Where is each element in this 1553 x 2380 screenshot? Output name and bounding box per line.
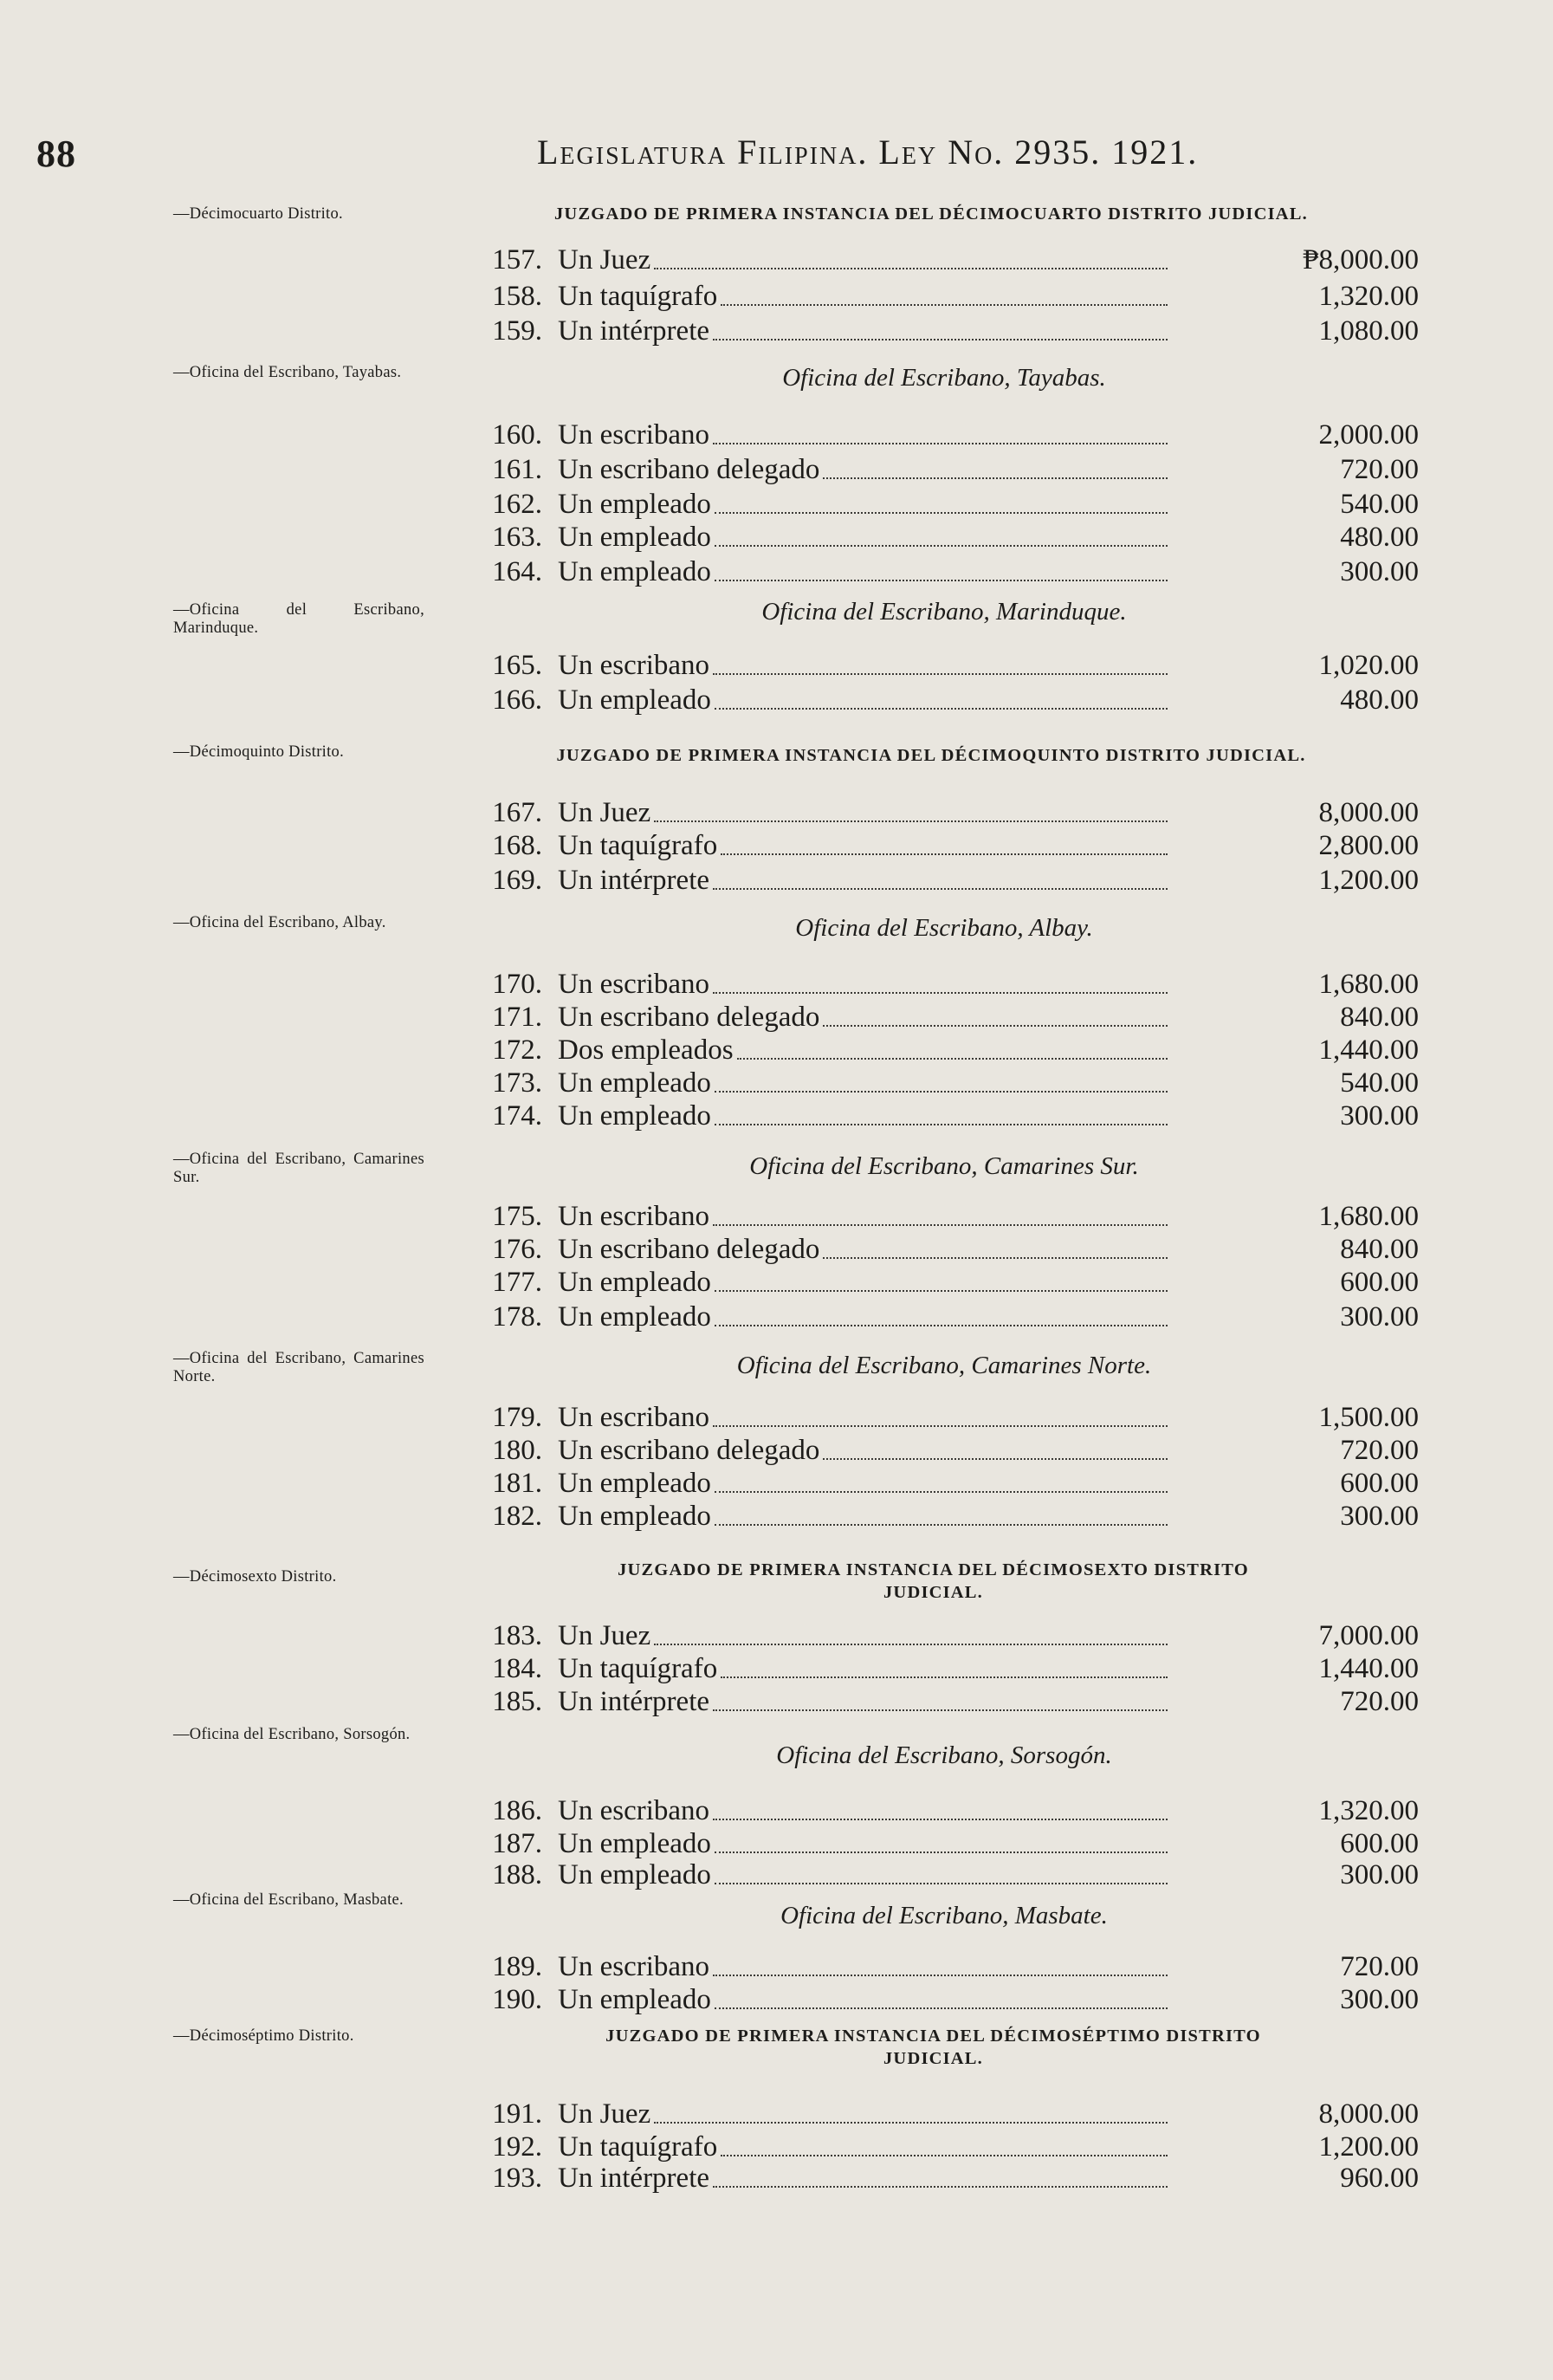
position-title: Un empleado [558,1501,711,1532]
salary-amount: 600.00 [1340,1468,1419,1499]
budget-line [475,683,1419,717]
dot-leader [654,1644,1168,1645]
budget-line [475,1400,1419,1435]
position-title: Un empleado [558,1100,711,1132]
position-title: Un empleado [558,489,711,520]
dot-leader [713,1224,1168,1226]
budget-line [475,1033,1419,1067]
position-title: Un empleado [558,1267,711,1298]
salary-amount: 720.00 [1340,454,1419,485]
line-number: 185. [492,1686,542,1717]
salary-amount: 600.00 [1340,1267,1419,1298]
line-number: 165. [492,650,542,681]
margin-note: —Oficina del Escribano, Tayabas. [173,364,402,381]
position-title: Un escribano [558,1201,710,1232]
line-number: 168. [492,830,542,861]
dot-leader [713,1975,1168,1976]
salary-amount: 1,320.00 [1318,1795,1419,1826]
line-number: 164. [492,556,542,587]
salary-amount: ₱8,000.00 [1303,244,1419,276]
position-title: Un escribano [558,419,710,451]
line-number: 190. [492,1984,542,2015]
salary-amount: 300.00 [1340,1100,1419,1132]
budget-line [475,1793,1419,1828]
salary-amount: 300.00 [1340,556,1419,587]
line-number: 176. [492,1234,542,1265]
budget-line [475,1982,1419,2017]
budget-line [475,1618,1419,1653]
dot-leader [713,443,1168,444]
budget-line [475,2097,1419,2131]
line-number: 179. [492,1402,542,1433]
budget-line [475,487,1419,522]
office-heading: Oficina del Escribano, Albay. [795,914,1093,942]
dot-leader [715,1290,1168,1292]
salary-amount: 840.00 [1340,1002,1419,1033]
dot-leader [715,1091,1168,1093]
budget-line [475,1232,1419,1267]
budget-line [475,1466,1419,1501]
salary-amount: 540.00 [1340,1067,1419,1099]
office-heading: Oficina del Escribano, Camarines Sur. [749,1152,1139,1180]
salary-amount: 7,000.00 [1318,1620,1419,1651]
salary-amount: 1,680.00 [1318,969,1419,1000]
position-title: Un escribano delegado [558,1002,820,1033]
dot-leader [715,1851,1168,1853]
dot-leader [721,304,1168,306]
dot-leader [654,2122,1168,2124]
salary-amount: 300.00 [1340,1859,1419,1890]
dot-leader [721,1676,1168,1678]
budget-line [475,863,1419,898]
line-number: 180. [492,1435,542,1466]
line-number: 191. [492,2098,542,2130]
budget-line [475,1684,1419,1719]
position-title: Un empleado [558,1468,711,1499]
budget-line [475,520,1419,554]
position-title: Un taquígrafo [558,2131,718,2163]
dot-leader [713,1425,1168,1427]
budget-line [475,1199,1419,1234]
position-title: Un Juez [558,1620,651,1651]
budget-line [475,1651,1419,1686]
salary-amount: 960.00 [1340,2163,1419,2194]
salary-amount: 8,000.00 [1318,2098,1419,2130]
line-number: 187. [492,1828,542,1859]
margin-note: —Oficina del Escribano, Sorsogón. [173,1726,411,1743]
budget-line [475,648,1419,683]
position-title: Un Juez [558,244,651,276]
line-number: 173. [492,1067,542,1099]
position-title: Un taquígrafo [558,1653,718,1684]
dot-leader [715,1325,1168,1326]
salary-amount: 1,320.00 [1318,281,1419,312]
line-number: 166. [492,684,542,716]
position-title: Un Juez [558,2098,651,2130]
position-title: Un escribano [558,650,710,681]
position-title: Un empleado [558,1067,711,1099]
margin-note: —Oficina del Escribano, Marinduque. [173,601,424,637]
dot-leader [715,580,1168,581]
position-title: Un intérprete [558,1686,710,1717]
budget-line [475,1949,1419,1984]
position-title: Un empleado [558,1828,711,1859]
dot-leader [721,2155,1168,2156]
line-number: 181. [492,1468,542,1499]
margin-note: —Oficina del Escribano, Albay. [173,914,386,931]
line-number: 157. [492,244,542,276]
salary-amount: 8,000.00 [1318,797,1419,828]
office-heading: Oficina del Escribano, Tayabas. [782,364,1106,392]
line-number: 158. [492,281,542,312]
line-number: 162. [492,489,542,520]
line-number: 167. [492,797,542,828]
line-number: 161. [492,454,542,485]
dot-leader [713,339,1168,340]
position-title: Un empleado [558,522,711,553]
budget-line [475,1000,1419,1034]
dot-leader [713,673,1168,675]
salary-amount: 300.00 [1340,1984,1419,2015]
line-number: 188. [492,1859,542,1890]
office-heading: Oficina del Escribano, Masbate. [780,1902,1108,1929]
budget-line [475,2130,1419,2164]
budget-line [475,1433,1419,1468]
budget-line [475,1066,1419,1100]
budget-line [475,795,1419,830]
salary-amount: 1,200.00 [1318,865,1419,896]
dot-leader [823,1257,1168,1259]
line-number: 163. [492,522,542,553]
budget-line [475,1499,1419,1534]
line-number: 186. [492,1795,542,1826]
position-title: Un empleado [558,556,711,587]
salary-amount: 1,440.00 [1318,1034,1419,1066]
dot-leader [715,545,1168,547]
line-number: 160. [492,419,542,451]
dot-leader [713,992,1168,994]
salary-amount: 1,080.00 [1318,315,1419,347]
margin-note: —Décimoséptimo Distrito. [173,2027,354,2045]
position-title: Un escribano delegado [558,1234,820,1265]
margin-note: —Décimocuarto Distrito. [173,205,343,223]
budget-line [475,243,1419,277]
line-number: 159. [492,315,542,347]
page-number: 88 [36,133,76,175]
dot-leader [654,820,1168,822]
position-title: Un escribano [558,1951,710,1982]
salary-amount: 300.00 [1340,1501,1419,1532]
dot-leader [715,1883,1168,1884]
court-heading: JUZGADO DE PRIMERA INSTANCIA DEL DÉCIMOQUINTO DISTRITO JUDICIAL. [556,746,1306,765]
line-number: 183. [492,1620,542,1651]
budget-line [475,1858,1419,1892]
budget-line [475,967,1419,1002]
running-head: Legislatura Filipina. Ley No. 2935. 1921. [537,133,1199,172]
budget-line [475,452,1419,487]
line-number: 175. [492,1201,542,1232]
line-number: 182. [492,1501,542,1532]
office-heading: Oficina del Escribano, Marinduque. [761,598,1127,626]
margin-note: —Oficina del Escribano, Camarines Norte. [173,1350,424,1385]
salary-amount: 720.00 [1340,1435,1419,1466]
salary-amount: 2,000.00 [1318,419,1419,451]
salary-amount: 300.00 [1340,1301,1419,1333]
salary-amount: 480.00 [1340,522,1419,553]
budget-line [475,418,1419,452]
line-number: 178. [492,1301,542,1333]
budget-line [475,1265,1419,1300]
position-title: Un taquígrafo [558,830,718,861]
budget-line [475,1099,1419,1133]
line-number: 172. [492,1034,542,1066]
margin-note: —Oficina del Escribano, Masbate. [173,1891,404,1909]
line-number: 189. [492,1951,542,1982]
dot-leader [721,853,1168,855]
position-title: Un escribano delegado [558,454,820,485]
line-number: 192. [492,2131,542,2163]
position-title: Dos empleados [558,1034,734,1066]
dot-leader [713,1709,1168,1711]
dot-leader [715,2007,1168,2009]
dot-leader [715,708,1168,710]
line-number: 171. [492,1002,542,1033]
salary-amount: 1,200.00 [1318,2131,1419,2163]
position-title: Un intérprete [558,315,710,347]
salary-amount: 720.00 [1340,1951,1419,1982]
position-title: Un escribano [558,1795,710,1826]
budget-line [475,1300,1419,1334]
dot-leader [654,268,1168,269]
position-title: Un empleado [558,1984,711,2015]
dot-leader [823,1025,1168,1027]
line-number: 184. [492,1653,542,1684]
office-heading: Oficina del Escribano, Camarines Norte. [736,1352,1152,1379]
dot-leader [715,512,1168,514]
dot-leader [823,477,1168,479]
position-title: Un escribano [558,1402,710,1433]
budget-line [475,279,1419,314]
dot-leader [713,1819,1168,1820]
dot-leader [713,2186,1168,2188]
salary-amount: 1,020.00 [1318,650,1419,681]
salary-amount: 720.00 [1340,1686,1419,1717]
margin-note: —Oficina del Escribano, Camarines Sur. [173,1151,424,1186]
position-title: Un escribano [558,969,710,1000]
position-title: Un empleado [558,1301,711,1333]
budget-line [475,554,1419,589]
dot-leader [823,1458,1168,1460]
line-number: 170. [492,969,542,1000]
salary-amount: 540.00 [1340,489,1419,520]
office-heading: Oficina del Escribano, Sorsogón. [776,1741,1112,1769]
budget-line [475,2161,1419,2195]
position-title: Un escribano delegado [558,1435,820,1466]
salary-amount: 840.00 [1340,1234,1419,1265]
line-number: 193. [492,2163,542,2194]
budget-line [475,828,1419,863]
position-title: Un empleado [558,684,711,716]
line-number: 174. [492,1100,542,1132]
salary-amount: 1,680.00 [1318,1201,1419,1232]
salary-amount: 480.00 [1340,684,1419,716]
margin-note: —Décimosexto Distrito. [173,1568,337,1586]
position-title: Un Juez [558,797,651,828]
line-number: 169. [492,865,542,896]
line-number: 177. [492,1267,542,1298]
position-title: Un intérprete [558,2163,710,2194]
budget-line [475,1826,1419,1861]
salary-amount: 1,500.00 [1318,1402,1419,1433]
court-heading: JUZGADO DE PRIMERA INSTANCIA DEL DÉCIMOSEXTO DISTRITO JUDICIAL. [618,1560,1249,1602]
salary-amount: 1,440.00 [1318,1653,1419,1684]
budget-line [475,314,1419,348]
position-title: Un intérprete [558,865,710,896]
dot-leader [713,888,1168,890]
dot-leader [737,1058,1168,1060]
salary-amount: 600.00 [1340,1828,1419,1859]
position-title: Un empleado [558,1859,711,1890]
court-heading: JUZGADO DE PRIMERA INSTANCIA DEL DÉCIMOCUARTO DISTRITO JUDICIAL. [553,204,1308,224]
margin-note: —Décimoquinto Distrito. [173,743,345,761]
salary-amount: 2,800.00 [1318,830,1419,861]
position-title: Un taquígrafo [558,281,718,312]
dot-leader [715,1491,1168,1493]
court-heading: JUZGADO DE PRIMERA INSTANCIA DEL DÉCIMOSÉPTIMO DISTRITO JUDICIAL. [605,2027,1261,2068]
dot-leader [715,1524,1168,1526]
dot-leader [715,1124,1168,1125]
